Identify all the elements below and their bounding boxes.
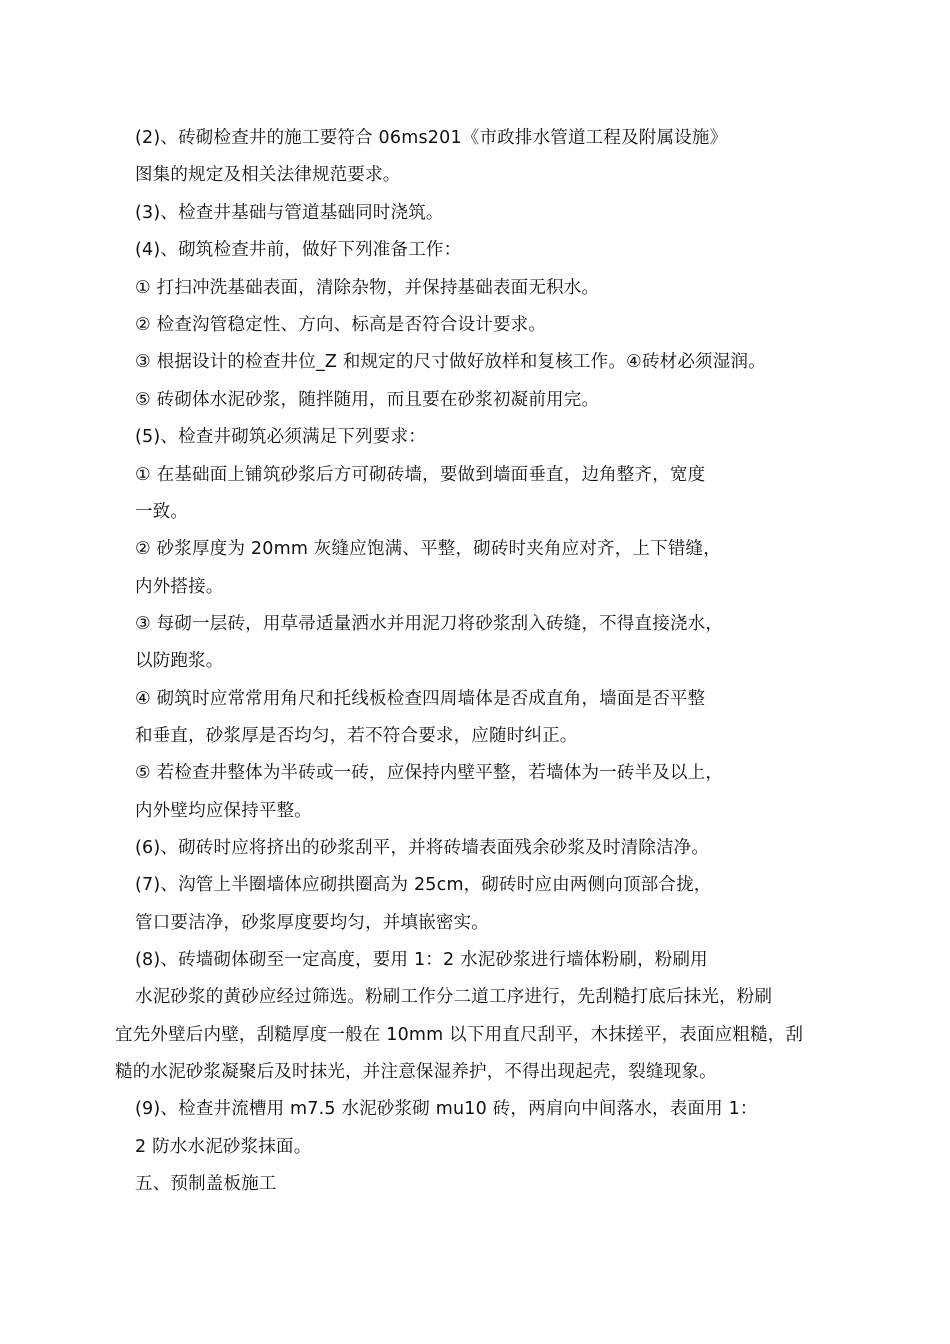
- text-line: ⑤ 砖砌体水泥砂浆，随拌随用，而且要在砂浆初凝前用完。: [135, 390, 600, 410]
- text-line: ③ 每砌一层砖，用草帚适量洒水并用泥刀将砂浆刮入砖缝，不得直接浇水，: [135, 614, 724, 634]
- text-line: 2 防水水泥砂浆抹面。: [135, 1137, 312, 1157]
- text-line: 糙的水泥砂浆凝聚后及时抹光，并注意保湿养护，不得出现起壳，裂缝现象。: [115, 1062, 717, 1082]
- text-line: 水泥砂浆的黄砂应经过筛选。粉刷工作分二道工序进行，先刮糙打底后抹光，粉刷: [135, 987, 773, 1007]
- text-line: 内外搭接。: [135, 577, 224, 597]
- text-line: ② 检查沟管稳定性、方向、标高是否符合设计要求。: [135, 315, 547, 335]
- text-line: (3)、检查井基础与管道基础同时浇筑。: [135, 203, 444, 223]
- text-line: 以防跑浆。: [135, 651, 224, 671]
- text-line: (4)、砌筑检查井前，做好下列准备工作：: [135, 240, 462, 260]
- text-line: (9)、检查井流槽用 m7.5 水泥砂浆砌 mu10 砖，两肩向中间落水，表面用 1：: [135, 1099, 758, 1119]
- text-line: ④ 砌筑时应常常用角尺和托线板检查四周墙体是否成直角，墙面是否平整: [135, 689, 706, 709]
- text-line: 宜先外壁后内壁，刮糙厚度一般在 10mm 以下用直尺刮平，木抹搓平，表面应粗糙，刮: [115, 1025, 804, 1045]
- text-line: ① 在基础面上铺筑砂浆后方可砌砖墙，要做到墙面垂直，边角整齐，宽度: [135, 465, 706, 485]
- text-line: ③ 根据设计的检查井位_Z 和规定的尺寸做好放样和复核工作。④砖材必须湿润。: [135, 352, 766, 372]
- text-line: ① 打扫冲洗基础表面，清除杂物，并保持基础表面无积水。: [135, 278, 600, 298]
- text-line: 管口要洁净，砂浆厚度要均匀，并填嵌密实。: [135, 913, 489, 933]
- section-heading: 五、预制盖板施工: [135, 1174, 277, 1194]
- text-line: 内外壁均应保持平整。: [135, 801, 312, 821]
- text-line: 图集的规定及相关法律规范要求。: [135, 165, 401, 185]
- text-line: 和垂直，砂浆厚是否均匀，若不符合要求，应随时纠正。: [135, 726, 578, 746]
- text-line: (8)、砖墙砌体砌至一定高度，要用 1：2 水泥砂浆进行墙体粉刷，粉刷用: [135, 950, 708, 970]
- text-line: 一致。: [135, 502, 189, 522]
- text-line: ② 砂浆厚度为 20mm 灰缝应饱满、平整，砌砖时夹角应对齐，上下错缝，: [135, 539, 721, 559]
- text-line: (7)、沟管上半圈墙体应砌拱圈高为 25cm，砌砖时应由两侧向顶部合拢，: [135, 875, 712, 895]
- text-line: ⑤ 若检查井整体为半砖或一砖，应保持内壁平整，若墙体为一砖半及以上，: [135, 763, 724, 783]
- text-line: (2)、砖砌检查井的施工要符合 06ms201《市政排水管道工程及附属设施》: [135, 128, 728, 148]
- text-line: (5)、检查井砌筑必须满足下列要求：: [135, 427, 426, 447]
- text-line: (6)、砌砖时应将挤出的砂浆刮平，并将砖墙表面残余砂浆及时清除洁净。: [135, 838, 710, 858]
